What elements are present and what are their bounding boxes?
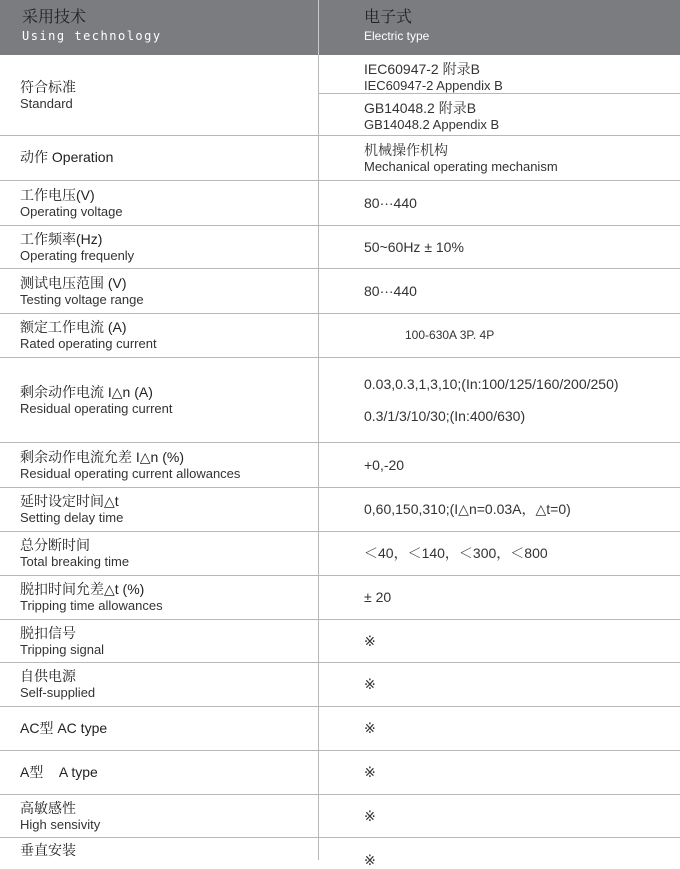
row-label xyxy=(20,268,310,313)
row-label xyxy=(20,575,310,619)
table-row-a-type xyxy=(0,750,680,795)
row-value xyxy=(364,706,676,750)
label-zh: 剩余动作电流 I△n (A) xyxy=(20,383,153,400)
table-row-operation xyxy=(0,135,680,181)
label-en: Tripping signal xyxy=(20,641,105,657)
value-zh: IEC60947-2 附录B xyxy=(364,60,480,77)
value-zh: 机械操作机构 xyxy=(364,142,448,158)
label-zh: 延时设定时间△t xyxy=(20,493,119,509)
value-mark: ※ xyxy=(364,676,376,692)
row-label xyxy=(20,706,310,750)
header-col2-en: Electric type xyxy=(364,29,430,43)
row-value xyxy=(364,851,676,868)
row-label xyxy=(20,794,310,837)
row-label xyxy=(20,225,310,268)
label-zh: 额定工作电流 (A) xyxy=(20,319,127,335)
value-text-1: 0.03,0.3,1,3,10;(In:100/125/160/200/250) xyxy=(364,375,619,392)
row-label xyxy=(20,55,310,135)
row-value xyxy=(364,442,676,487)
label-en: Operating voltage xyxy=(20,203,123,219)
row-label xyxy=(20,842,310,860)
value-text: ± 20 xyxy=(364,589,392,605)
table-row-vertical-installation xyxy=(0,837,680,868)
row-value xyxy=(364,225,676,268)
row-value xyxy=(364,487,676,531)
row-value xyxy=(364,135,676,180)
label-en: Standard xyxy=(20,96,73,111)
label-zh: 符合标准 xyxy=(20,79,76,95)
label-zh: 动作 Operation xyxy=(20,149,114,165)
value-text: 80···440 xyxy=(364,194,417,211)
row-value xyxy=(364,357,676,442)
label-en: Rated operating current xyxy=(20,336,157,351)
standard-value-2 xyxy=(364,97,676,133)
value-text: 80···440 xyxy=(364,282,417,299)
value-en: Mechanical operating mechanism xyxy=(364,159,558,174)
value-mark: ※ xyxy=(364,764,376,780)
header-col2-zh: 电子式 xyxy=(364,9,413,26)
value-text: +0,-20 xyxy=(364,456,405,473)
label-en: Residual operating current xyxy=(20,400,173,416)
table-row-residual-operating-current xyxy=(0,357,680,443)
table-row-residual-current-allowances xyxy=(0,442,680,488)
table-row-setting-delay-time xyxy=(0,487,680,532)
label-zh: 剩余动作电流允差 I△n (%) xyxy=(20,448,184,465)
row-value xyxy=(364,531,676,575)
value-en: IEC60947-2 Appendix B xyxy=(364,77,503,93)
table-row-high-sensivity xyxy=(0,794,680,838)
row-value xyxy=(364,662,676,706)
label-en: Tripping time allowances xyxy=(20,598,163,613)
table-row-operating-frequency xyxy=(0,225,680,269)
label-en: Operating frequenly xyxy=(20,247,135,263)
value-mark: ※ xyxy=(364,720,376,736)
table-row-self-supplied xyxy=(0,662,680,707)
value-text: 100-630A 3P. 4P xyxy=(405,328,495,342)
value-mark: ※ xyxy=(364,807,376,824)
row-value xyxy=(364,619,676,662)
row-label xyxy=(20,180,310,225)
value-text-2: 0.3/1/3/10/30;(In:400/630) xyxy=(364,407,526,424)
row-label xyxy=(20,531,310,575)
label-zh: 自供电源 xyxy=(20,668,76,684)
row-label xyxy=(20,662,310,706)
row-label xyxy=(20,313,310,357)
value-mark: ※ xyxy=(364,632,376,649)
table-row-standard xyxy=(0,55,680,136)
label-en: Residual operating current allowances xyxy=(20,465,241,481)
value-text: ＜40，＜140，＜300，＜800 xyxy=(364,545,548,561)
standard-value-1 xyxy=(364,59,676,93)
label-zh: 高敏感性 xyxy=(20,799,76,816)
row-value xyxy=(364,750,676,794)
label-en: Self-supplied xyxy=(20,685,96,700)
label-zh: AC型 AC type xyxy=(20,719,108,736)
table-row-tripping-time-allowances xyxy=(0,575,680,620)
table-row-testing-voltage-range xyxy=(0,268,680,314)
label-zh: 垂直安装 xyxy=(20,842,76,858)
row-label xyxy=(20,750,310,794)
label-zh: 测试电压范围 (V) xyxy=(20,274,127,291)
label-zh: 总分断时间 xyxy=(20,537,90,553)
table-header xyxy=(0,0,680,55)
header-col1-zh: 采用技术 xyxy=(22,9,87,26)
row-value xyxy=(364,794,676,837)
table-row-ac-type xyxy=(0,706,680,751)
row-label xyxy=(20,619,310,662)
table-row-rated-operating-current xyxy=(0,313,680,358)
label-zh: 脱扣时间允差△t (%) xyxy=(20,581,145,597)
row-label xyxy=(20,357,310,442)
row-label xyxy=(20,135,310,180)
label-zh: A型 A type xyxy=(20,763,98,780)
row-label xyxy=(20,487,310,531)
label-en: High sensivity xyxy=(20,816,101,832)
label-zh: 工作频率(Hz) xyxy=(20,230,103,247)
value-text: 0,60,150,310;(I△n=0.03A，△t=0) xyxy=(364,501,571,517)
value-zh: GB14048.2 附录B xyxy=(364,99,477,116)
row-value xyxy=(364,575,676,619)
row-value xyxy=(364,268,676,313)
row-value xyxy=(405,313,680,357)
table-row-operating-voltage xyxy=(0,180,680,226)
header-divider xyxy=(318,0,319,55)
label-zh: 工作电压(V) xyxy=(20,186,95,203)
row-value xyxy=(364,180,676,225)
value-text: 50~60Hz ± 10% xyxy=(364,238,464,255)
table-row-total-breaking-time xyxy=(0,531,680,576)
label-en: Testing voltage range xyxy=(20,291,144,307)
header-col1-en: Using technology xyxy=(22,29,162,43)
label-en: Setting delay time xyxy=(20,510,124,525)
row-label xyxy=(20,442,310,487)
table-row-tripping-signal xyxy=(0,619,680,663)
value-mark: ※ xyxy=(364,852,376,868)
header-col-technology xyxy=(22,8,162,44)
value-en: GB14048.2 Appendix B xyxy=(364,116,500,132)
header-col-electric xyxy=(364,8,429,44)
label-zh: 脱扣信号 xyxy=(20,624,76,641)
label-en: Total breaking time xyxy=(20,554,130,569)
